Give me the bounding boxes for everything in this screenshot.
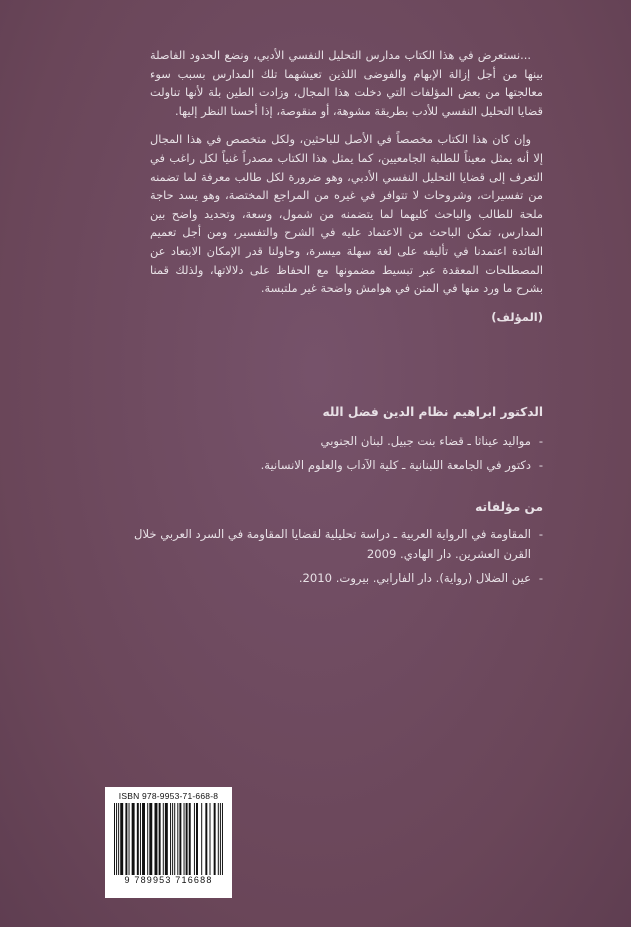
barcode-bar — [140, 803, 141, 875]
barcode-bar — [172, 803, 173, 875]
work-item: - المقاومة في الرواية العربية ـ دراسة تحليلية لقضايا المقاومة في السرد العربي خلال القرن العشرين. دار الهادي. 2009 — [110, 524, 543, 564]
barcode-bar — [142, 803, 145, 875]
intro-paragraph-2: وإن كان هذا الكتاب مخصصاً في الأصل للباحثين، ولكل متخصص في هذا المجال إلا أنه يمثل معيناً للطلبة الجامعيين، كما يمثل هذا الكتاب مصدراً غنياً لكل راغب في التعرف إلى قضايا التحليل النفسي الأدبي، وهو ضرورة لكل طالب معرفة لما تضمنه من تفسيرات، وشروحات لا تتوافر في غيره من المراجع المختصة، وهو يسد حاجة ملحة للطالب والباحث كليهما لما يتضمنه من شمول، وسعة، وتحديد واضح بين المدارس، تمكن الباحث من الاعتماد عليه في الشرح والتفسير، ومن أجل تعميم الفائدة اعتمدنا في تأليفه على لغة سهلة ميسرة، وحاولنا قدر الإمكان الابتعاد عن المصطلحات المعقدة عبر تبسيط مضمونها مع الحفاظ على دلالاتها، ولذلك قمنا بشرح ما ورد منها في المتن في هوامش واضحة غير ملتبسة. — [150, 132, 543, 296]
barcode-bar — [177, 803, 178, 875]
barcode-bar — [222, 803, 223, 875]
works-title: من مؤلفاته — [475, 500, 543, 514]
barcode-bar — [179, 803, 181, 875]
barcode-bar — [125, 803, 127, 875]
barcode-bar — [196, 803, 198, 875]
barcode-bar — [154, 803, 157, 875]
barcode-bar — [210, 803, 211, 875]
barcode-bar — [214, 803, 216, 875]
barcode-bar — [137, 803, 139, 875]
barcode-bar — [205, 803, 207, 875]
intro-paragraph-1: ...نستعرض في هذا الكتاب مدارس التحليل النفسي الأدبي، ونضع الحدود الفاصلة بينها من أجل إزالة الإبهام والفوضى اللذين تعيشهما تلك المدارس بسبب سوء معالجتها من بعض المؤلفات التي دخلت هذا المجال، وزادت الطين بلة لأنها تناولت قضايا التحليل النفسي للأدب بطريقة مشوهة، أو منقوصة، إذا أحسنا النظر إليها. — [150, 48, 543, 118]
barcode-bar — [165, 803, 168, 875]
barcode-bar — [201, 803, 202, 875]
work-item: - عين الضلال (رواية). دار الفارابي. بيروت. 2010. — [110, 568, 543, 588]
author-name: الدكتور ابراهيم نظام الدين فضل الله — [322, 405, 543, 419]
barcode-bar — [116, 803, 117, 875]
barcode-bar — [129, 803, 130, 875]
intro-text — [150, 46, 543, 326]
barcode-bar — [218, 803, 219, 875]
barcode-bar — [132, 803, 135, 875]
barcode-digits: 9 789953 716688 — [124, 875, 213, 885]
barcode-bars — [112, 803, 225, 875]
barcode-bar — [118, 803, 119, 875]
barcode-bar — [120, 803, 123, 875]
barcode-bar — [163, 803, 164, 875]
barcode-bar — [159, 803, 161, 875]
barcode-bar — [194, 803, 195, 875]
barcode-bar — [189, 803, 191, 875]
barcode-bar — [147, 803, 148, 875]
author-signature: (المؤلف) — [491, 309, 543, 324]
barcode-bar — [220, 803, 221, 875]
barcode-bar — [186, 803, 188, 875]
author-bio — [110, 405, 543, 479]
isbn-label: ISBN 978-9953-71-668-8 — [118, 791, 219, 801]
barcode-bar — [174, 803, 175, 875]
author-detail-position: - دكتور في الجامعة اللبنانية ـ كلية الآداب والعلوم الانسانية. — [110, 455, 543, 475]
isbn-barcode — [105, 787, 232, 898]
barcode-bar — [114, 803, 115, 875]
barcode-bar — [184, 803, 185, 875]
barcode-bar — [149, 803, 152, 875]
author-works — [110, 500, 543, 592]
barcode-bar — [170, 803, 171, 875]
author-detail-birth: - مواليد عيناثا ـ قضاء بنت جبيل. لبنان الجنوبي — [110, 431, 543, 451]
